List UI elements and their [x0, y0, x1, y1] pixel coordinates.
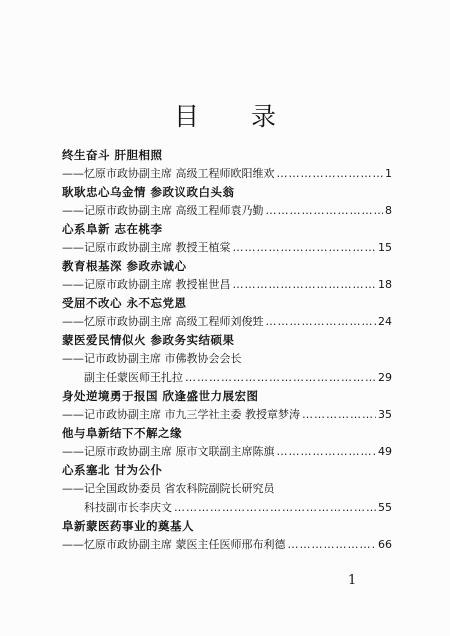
toc-subtitle-continued: 科技副市长李庆文	[84, 501, 172, 514]
toc-subtitle: ——记市政协副主席 市九三学社主委 教授章梦涛	[62, 408, 300, 421]
toc-entry	[62, 238, 392, 257]
toc-subtitle: ——忆原市政协副主席 高级工程师刘俊甡	[62, 315, 264, 328]
leader-dots	[302, 405, 376, 424]
leader-dots	[288, 535, 377, 554]
leader-dots	[185, 368, 376, 387]
toc-subtitle: ——记全国政协委员 省农科院副院长研究员	[62, 482, 275, 495]
toc-entry	[62, 498, 392, 517]
toc-heading: 受屈不改心 永不忘党恩	[62, 296, 187, 310]
leader-dots	[266, 312, 377, 331]
toc-page-number: 35	[378, 408, 392, 421]
toc-page-number: 49	[378, 445, 392, 458]
toc-entry	[62, 368, 392, 387]
toc-heading: 蒙医爱民情似火 参政务实结硕果	[62, 333, 235, 347]
toc-heading: 阜新蒙医药事业的奠基人	[62, 519, 194, 533]
toc-page-number: 29	[378, 371, 392, 384]
toc-subtitle: ——记原市政协副主席 原市文联副主席陈旗	[62, 445, 275, 458]
toc-heading: 心系塞北 甘为公仆	[62, 463, 163, 477]
toc-heading: 终生奋斗 肝胆相照	[62, 148, 163, 162]
leader-dots	[277, 442, 377, 461]
toc-entry	[62, 442, 392, 461]
toc-subtitle: ——忆原市政协副主席 高级工程师欧阳维欢	[62, 167, 275, 180]
toc-entry	[62, 164, 392, 183]
toc-page-number: 18	[378, 278, 392, 291]
toc-subtitle-continued: 副主任蒙医师王扎拉	[84, 371, 183, 384]
toc-entry	[62, 405, 392, 424]
toc-entry	[62, 201, 392, 220]
toc-page-number: 24	[378, 315, 392, 328]
toc-subtitle: ——记市政协副主席 市佛教协会会长	[62, 352, 242, 365]
toc-subtitle: ——忆原市政协副主席 蒙医主任医师邢布利德	[62, 538, 286, 551]
toc-page-number: 66	[378, 538, 392, 551]
toc-heading: 他与阜新结下不解之缘	[62, 426, 182, 440]
toc-entry	[62, 312, 392, 331]
toc-page-number: 1	[385, 167, 392, 180]
toc-subtitle: ——记原市政协副主席 教授王植棠	[62, 241, 231, 254]
leader-dots	[174, 498, 376, 517]
leader-dots	[277, 164, 384, 183]
toc-entry	[62, 275, 392, 294]
toc-subtitle: ——记原市政协副主席 教授崔世昌	[62, 278, 231, 291]
leader-dots	[233, 238, 377, 257]
toc-page-number: 15	[378, 241, 392, 254]
toc-page-number: 55	[378, 501, 392, 514]
table-of-contents	[62, 146, 392, 554]
toc-heading: 教育根基深 参政赤诚心	[62, 259, 187, 273]
toc-title: 目 录	[174, 102, 298, 131]
leader-dots	[233, 275, 377, 294]
toc-entry	[62, 535, 392, 554]
leader-dots	[266, 201, 384, 220]
toc-heading: 身处逆境勇于报国 欣逢盛世力展宏图	[62, 389, 259, 403]
page-number: 1	[348, 573, 357, 588]
toc-heading: 心系阜新 志在桃李	[62, 222, 163, 236]
toc-subtitle: ——记原市政协副主席 高级工程师袁乃勤	[62, 204, 264, 217]
toc-heading: 耿耿忠心乌金情 参政议政白头翁	[62, 185, 235, 199]
toc-page-number: 8	[385, 204, 392, 217]
